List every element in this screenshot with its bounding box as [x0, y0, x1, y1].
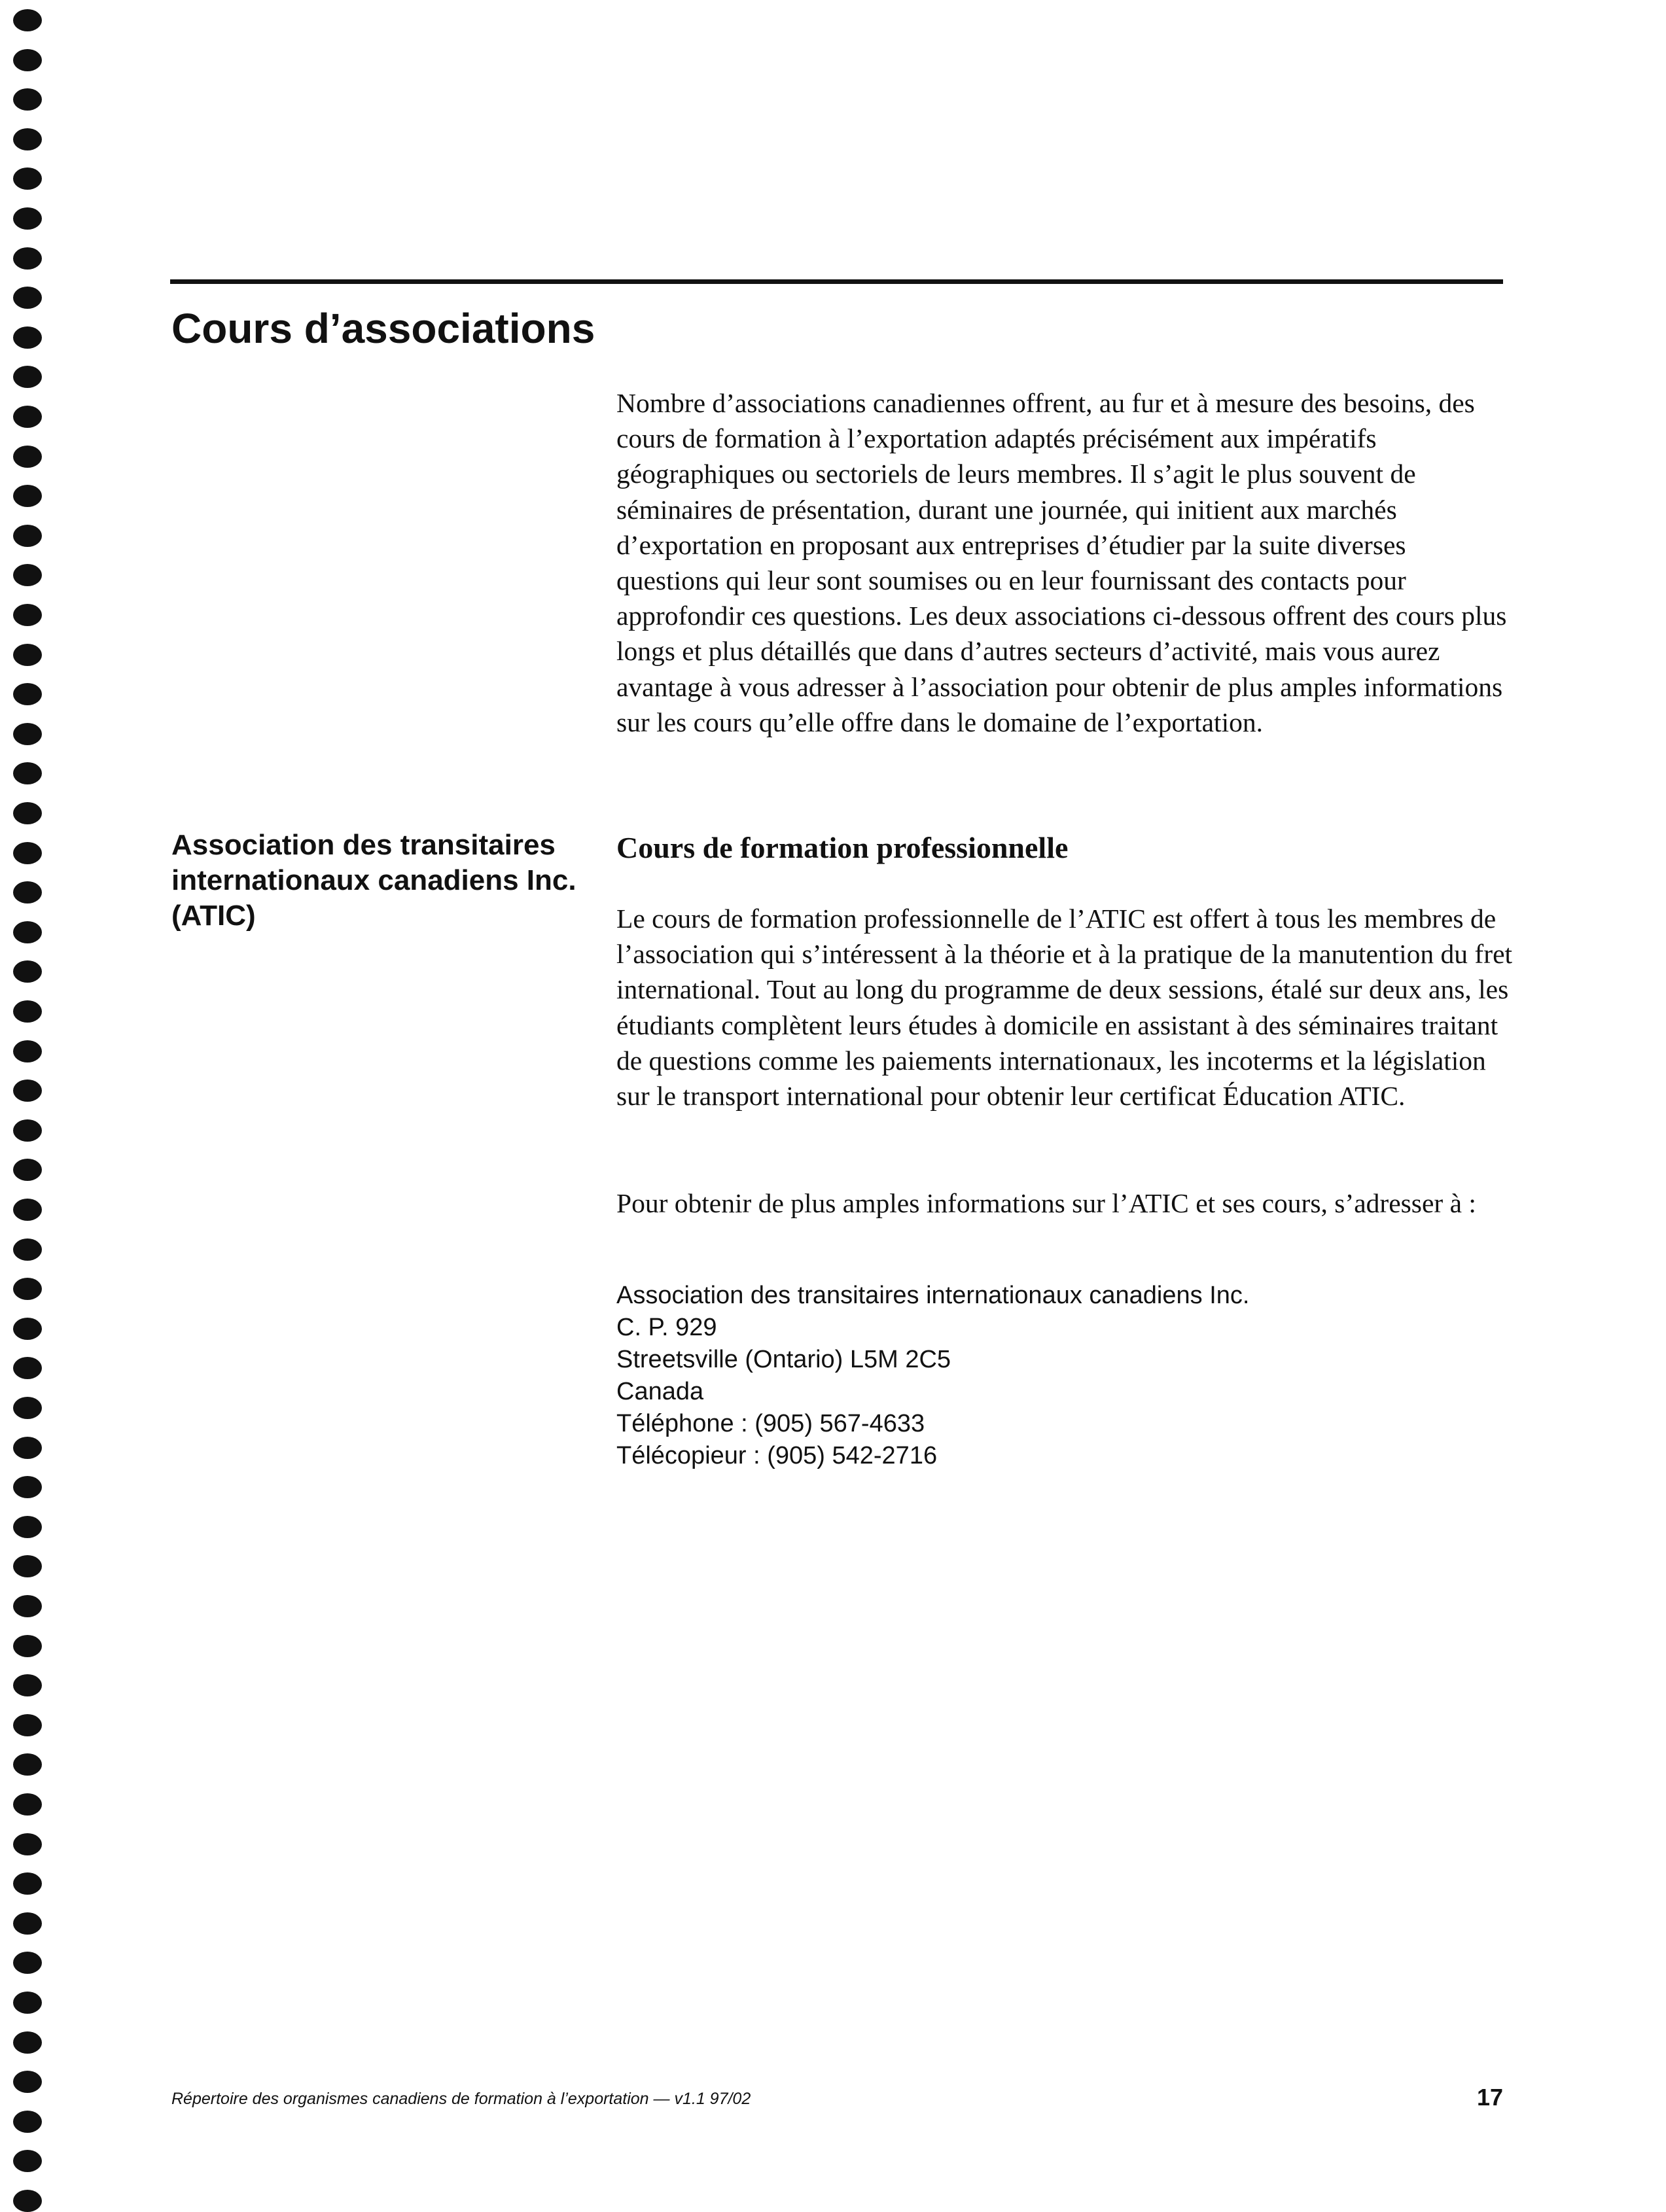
binding-hole [13, 1635, 42, 1657]
binding-hole [13, 247, 42, 270]
binding-hole [13, 525, 42, 547]
binding-hole [13, 1000, 42, 1023]
course-description: Le cours de formation professionnelle de l’ATIC est offert à tous les membres de l’association qui s’intéressent à la théorie et à la pratique de la manutention du fret international. Tout au long du programme de deux sessions, étalé sur deux ans, les étudiants complètent leurs études à domicile en assistant à des séminaires traitant de questions comme les paiements internationaux, les incoterms et la législation sur le transport international pour obtenir leur certificat Éducation ATIC. [616, 904, 1513, 1112]
binding-hole [13, 207, 42, 230]
binding-hole [13, 960, 42, 983]
binding-hole [13, 88, 42, 111]
binding-hole [13, 921, 42, 943]
binding-hole [13, 1199, 42, 1221]
binding-hole [13, 1238, 42, 1261]
binding-hole [13, 1872, 42, 1895]
binding-hole [13, 2111, 42, 2133]
binding-hole [13, 2190, 42, 2212]
binding-hole [13, 1119, 42, 1142]
binding-hole [13, 1516, 42, 1538]
footer-text: Répertoire des organismes canadiens de formation à l’exportation — v1.1 97/02 [171, 2090, 751, 2108]
section-rule [170, 279, 1503, 284]
address-city: Streetsville (Ontario) L5M 2C5 [616, 1346, 951, 1373]
binding-hole [13, 1318, 42, 1340]
binding-hole [13, 1040, 42, 1062]
binding-hole [13, 802, 42, 824]
binding-hole [13, 1476, 42, 1498]
organization-name: Association des transitaires internationaux canadiens Inc. (ATIC) [171, 829, 576, 932]
contact-intro: Pour obtenir de plus amples informations sur l’ATIC et ses cours, s’adresser à : [616, 1188, 1476, 1218]
binding-hole [13, 446, 42, 468]
address-organization: Association des transitaires internationaux canadiens Inc. [616, 1282, 1250, 1309]
binding-hole [13, 1793, 42, 1816]
page-number: 17 [1476, 2084, 1503, 2111]
binding-hole [13, 683, 42, 705]
binding-hole [13, 644, 42, 666]
binding-hole [13, 842, 42, 864]
binding-hole [13, 49, 42, 71]
binding-hole [13, 1397, 42, 1419]
binding-hole [13, 366, 42, 388]
binding-hole [13, 1833, 42, 1855]
binding-hole [13, 762, 42, 784]
binding-hole [13, 1753, 42, 1776]
section-title: Cours d’associations [171, 305, 595, 352]
binding-hole [13, 128, 42, 150]
binding-hole [13, 406, 42, 428]
binding-hole [13, 604, 42, 626]
binding-hole [13, 1674, 42, 1696]
binding-hole [13, 1278, 42, 1300]
binding-hole [13, 1080, 42, 1102]
binding-hole [13, 9, 42, 31]
binding-hole [13, 1159, 42, 1181]
intro-paragraph: Nombre d’associations canadiennes offrent, au fur et à mesure des besoins, des cours de formation à l’exportation adaptés précisément aux impératifs géographiques ou sectoriels de leurs membres. Il s’agit le plus souvent de séminaires de présentation, durant une journée, qui initient aux marchés d’exportation en proposant aux entreprises d’étudier par la suite diverses questions qui leur sont soumises ou en leur fournissant des contacts pour approfondir ces questions. Les deux associations ci-dessous offrent des cours plus longs et plus détaillés que dans d’autres secteurs d’activité, mais vous aurez avantage à vous adresser à l’association pour obtenir de plus amples informations sur les cours qu’elle offre dans le domaine de l’exportation. [616, 388, 1507, 737]
binding-hole [13, 1437, 42, 1459]
binding-hole [13, 1992, 42, 2014]
address-fax: Télécopieur : (905) 542-2716 [616, 1442, 938, 1469]
spiral-binding [9, 9, 48, 2168]
course-heading: Cours de formation professionnelle [616, 831, 1069, 864]
binding-hole [13, 2031, 42, 2054]
binding-hole [13, 1714, 42, 1736]
address-po-box: C. P. 929 [616, 1314, 717, 1341]
binding-hole [13, 2150, 42, 2172]
binding-hole [13, 326, 42, 349]
binding-hole [13, 1357, 42, 1379]
binding-hole [13, 723, 42, 745]
binding-hole [13, 287, 42, 309]
binding-hole [13, 1555, 42, 1577]
binding-hole [13, 1912, 42, 1935]
binding-hole [13, 1595, 42, 1617]
contact-address [616, 1280, 1249, 1472]
binding-hole [13, 1952, 42, 1974]
address-phone: Téléphone : (905) 567-4633 [616, 1410, 925, 1437]
binding-hole [13, 485, 42, 507]
binding-hole [13, 881, 42, 904]
binding-hole [13, 2071, 42, 2093]
binding-hole [13, 167, 42, 190]
binding-hole [13, 564, 42, 586]
address-country: Canada [616, 1378, 704, 1405]
